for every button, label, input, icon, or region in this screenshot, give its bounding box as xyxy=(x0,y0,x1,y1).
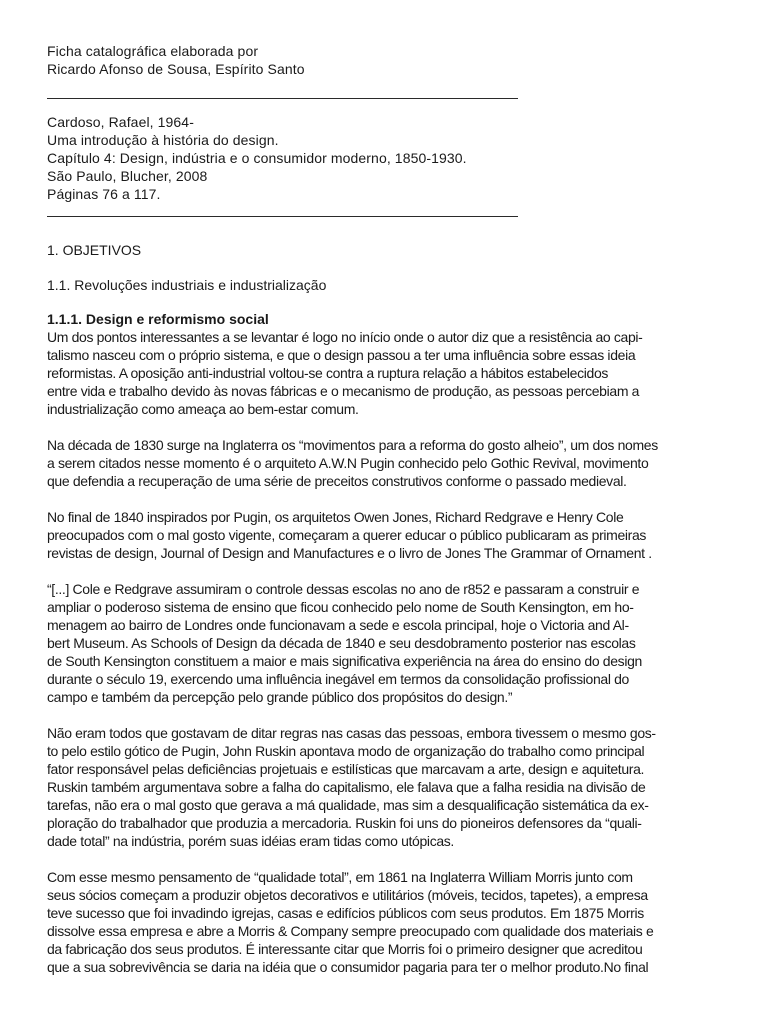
document-page xyxy=(47,42,727,994)
text-line: bert Museum. As Schools of Design da década de 1840 e seu desdobramento posterior nas escolas xyxy=(47,635,636,651)
text-line: industrialização como ameaça ao bem-estar comum. xyxy=(47,401,359,417)
text-line: preocupados com o mal gosto vigente, começaram a querer educar o público publicaram as primeiras xyxy=(47,527,647,543)
reference-chapter: Capítulo 4: Design, indústria e o consumidor moderno, 1850-1930. xyxy=(47,150,467,166)
text-line: durante o século 19, exercendo uma influência inegável em termos da consolidação profissional do xyxy=(47,671,629,687)
text-line: Ruskin também argumentava sobre a falha do capitalismo, ele falava que a falha residia na divisão de xyxy=(47,779,646,795)
text-line: seus sócios começam a produzir objetos decorativos e utilitários (móveis, tecidos, tapetes), a empresa xyxy=(47,887,648,903)
text-line: ampliar o poderoso sistema de ensino que ficou conhecido pelo nome de South Kensington, em ho- xyxy=(47,599,634,615)
text-line: teve sucesso que foi invadindo igrejas, casas e edifícios públicos com seus produtos. Em 1875 Morris xyxy=(47,905,644,921)
reference-title: Uma introdução à história do design. xyxy=(47,132,279,148)
text-line: de South Kensington constituem a maior e mais significativa experiência na área do ensino do design xyxy=(47,653,642,669)
paragraph-3 xyxy=(47,508,727,562)
reference-publisher: São Paulo, Blucher, 2008 xyxy=(47,168,208,184)
text-line: fator responsável pelas deficiências projetuais e estilísticas que marcavam a arte, design e aquitetura. xyxy=(47,761,645,777)
catalog-line: Ricardo Afonso de Sousa, Espírito Santo xyxy=(47,61,305,77)
paragraph-6 xyxy=(47,868,727,976)
reference-author: Cardoso, Rafael, 1964- xyxy=(47,114,194,130)
text-line: menagem ao bairro de Londres onde funcionavam a sede e escola principal, hoje o Victoria and Al- xyxy=(47,617,629,633)
text-line: dade total” na indústria, porém suas idéias eram tidas como utópicas. xyxy=(47,833,454,849)
paragraph-5 xyxy=(47,724,727,850)
subsection-heading: 1.1. Revoluções industriais e industrialização xyxy=(47,277,327,293)
text-line: entre vida e trabalho devido às novas fábricas e o mecanismo de produção, as pessoas percebiam a xyxy=(47,383,640,399)
catalog-line: Ficha catalográfica elaborada por xyxy=(47,43,259,59)
paragraph-1 xyxy=(47,328,727,418)
text-line: dissolve essa empresa e abre a Morris & Company sempre preocupado com qualidade dos materiais e xyxy=(47,923,654,939)
catalog-credit xyxy=(47,42,727,78)
text-line: No final de 1840 inspirados por Pugin, os arquitetos Owen Jones, Richard Redgrave e Henry Cole xyxy=(47,509,624,525)
text-line: “[...] Cole e Redgrave assumiram o controle dessas escolas no ano de r852 e passaram a construir e xyxy=(47,581,640,597)
text-line: Com esse mesmo pensamento de “qualidade total”, em 1861 na Inglaterra William Morris junto com xyxy=(47,869,633,885)
horizontal-divider xyxy=(47,98,518,99)
text-line: campo e também da percepção pelo grande público dos propósitos do design.” xyxy=(47,689,513,705)
text-line: Na década de 1830 surge na Inglaterra os “movimentos para a reforma do gosto alheio”, um dos nomes xyxy=(47,437,658,453)
bibliographic-reference xyxy=(47,113,727,203)
text-line: reformistas. A oposição anti-industrial voltou-se contra a ruptura relação a hábitos estabelecidos xyxy=(47,365,609,381)
text-line: tarefas, não era o mal gosto que gerava a má qualidade, mas sim a desqualificação sistemática da ex- xyxy=(47,797,649,813)
reference-pages: Páginas 76 a 117. xyxy=(47,186,161,202)
paragraph-quote xyxy=(47,580,727,706)
text-line: talismo nasceu com o próprio sistema, e que o design passou a ter uma influência sobre essas ideia xyxy=(47,347,636,363)
paragraph-2 xyxy=(47,436,727,490)
text-line: que defendia a recuperação de uma série de preceitos construtivos conforme o passado medieval. xyxy=(47,473,627,489)
text-line: da fabricação dos seus produtos. É interessante citar que Morris foi o primeiro designer que acreditou xyxy=(47,941,643,957)
text-line: ploração do trabalhador que produzia a mercadoria. Ruskin foi uns do pioneiros defensores da “quali- xyxy=(47,815,642,831)
horizontal-divider xyxy=(47,216,518,217)
text-line: to pelo estilo gótico de Pugin, John Ruskin apontava modo de organização do trabalho como principal xyxy=(47,743,645,759)
text-line: Não eram todos que gostavam de ditar regras nas casas das pessoas, embora tivessem o mesmo gos- xyxy=(47,725,656,741)
section-heading-objetivos: 1. OBJETIVOS xyxy=(47,242,142,258)
text-line: a serem citados nesse momento é o arquiteto A.W.N Pugin conhecido pelo Gothic Revival, movimento xyxy=(47,455,649,471)
text-line: revistas de design, Journal of Design and Manufactures e o livro de Jones The Grammar of Ornament . xyxy=(47,545,652,561)
text-line: que a sua sobrevivência se daria na idéia que o consumidor pagaria para ter o melhor produto.No final xyxy=(47,959,649,975)
subsubsection-heading: 1.1.1. Design e reformismo social xyxy=(47,311,269,327)
text-line: Um dos pontos interessantes a se levantar é logo no início onde o autor diz que a resistência ao capi- xyxy=(47,329,643,345)
